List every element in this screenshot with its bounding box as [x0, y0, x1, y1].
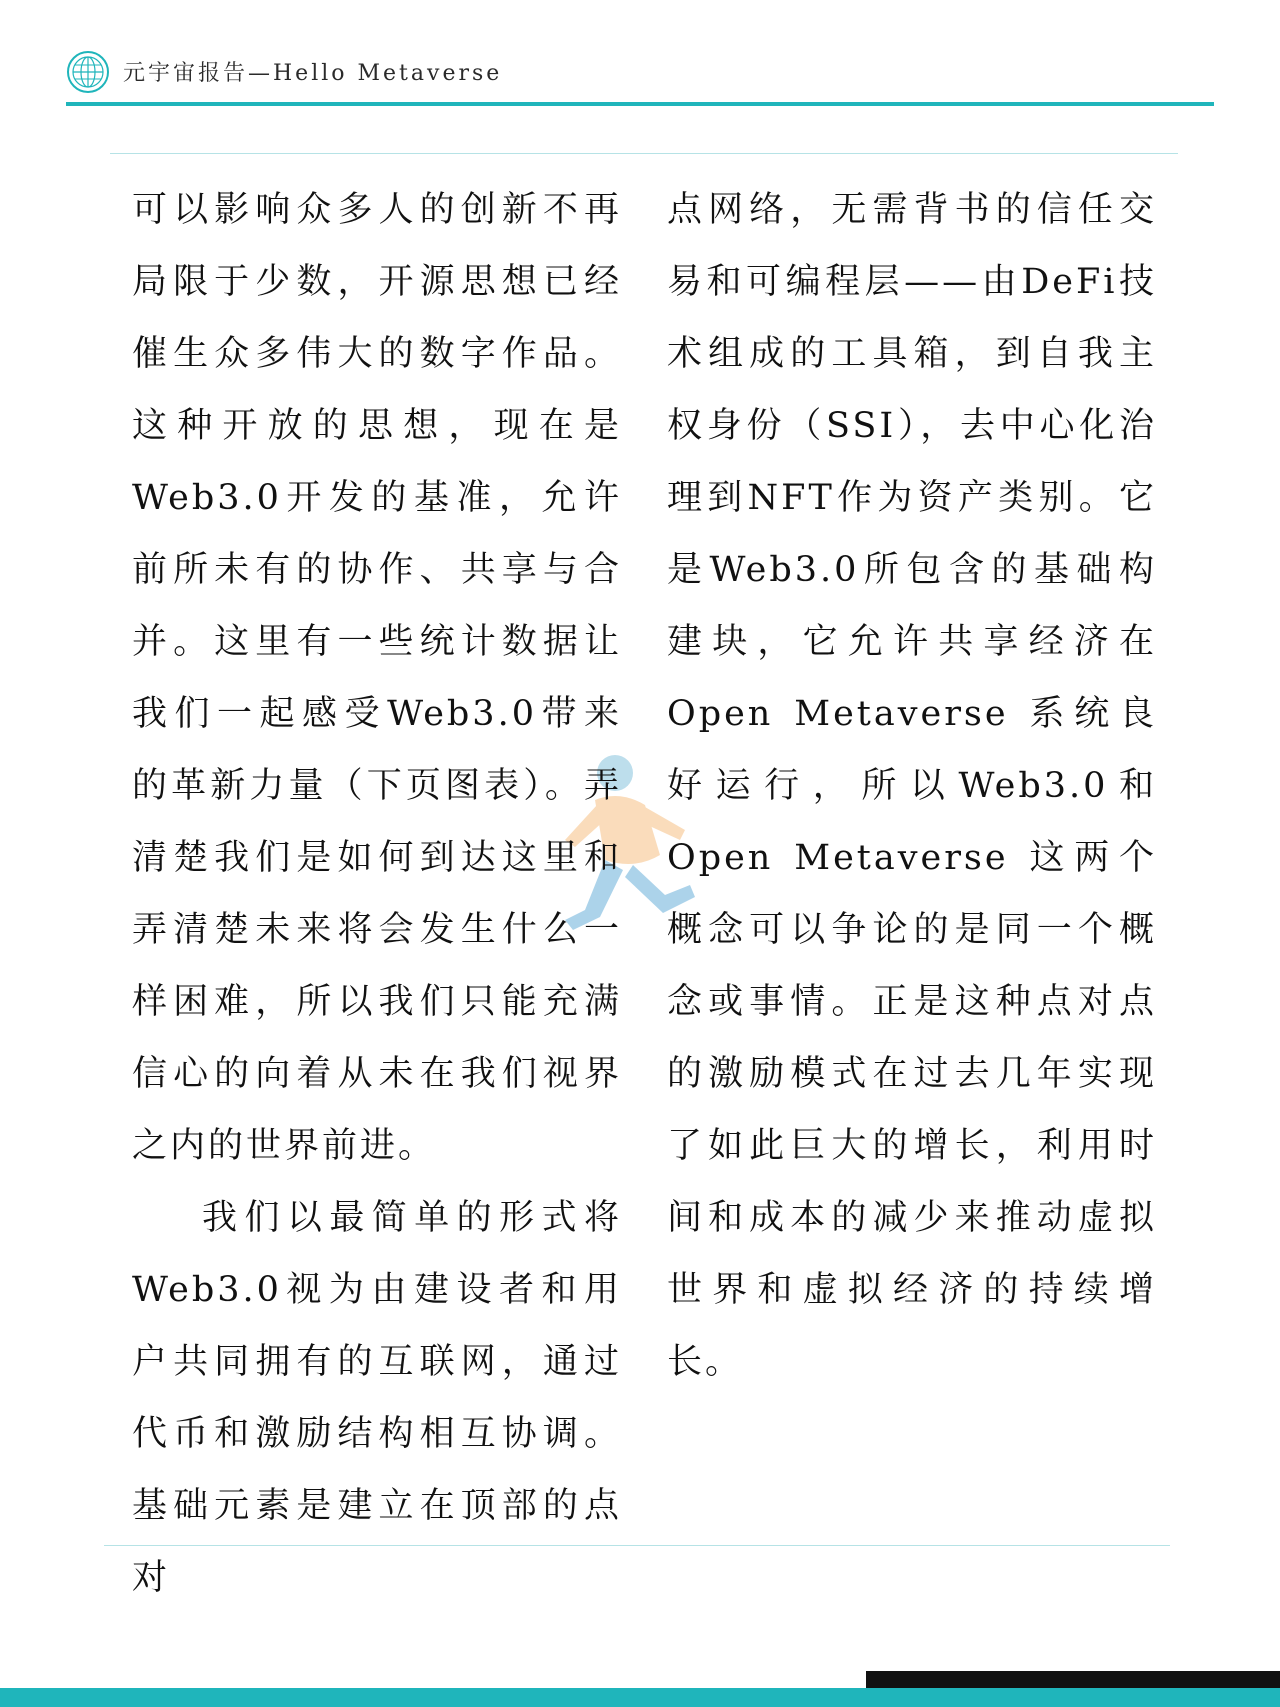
left-text-column: [132, 174, 622, 1614]
footer-accent-bar: [0, 1688, 1280, 1707]
body-paragraph: 我们以最简单的形式将Web3.0视为由建设者和用户共同拥有的互联网，通过代币和激励结构相互协调。基础元素是建立在顶部的点对: [132, 1198, 622, 1598]
body-paragraph: 点网络，无需背书的信任交易和可编程层——由DeFi技术组成的工具箱，到自我主权身份（SSI），去中心化治理到NFT作为资产类别。它是Web3.0所包含的基础构建块，它允许共享经济在Open Metaverse 系统良好运行，所以Web3.0和 Open Metaverse 这两个概念可以争论的是同一个概念或事情。正是这种点对点的激励模式在过去几年实现了如此巨大的增长，利用时间和成本的减少来推动虚拟世界和虚拟经济的持续增长。: [667, 190, 1157, 1382]
content-frame-bottom-rule: [104, 1545, 1170, 1546]
body-paragraph: 可以影响众多人的创新不再局限于少数，开源思想已经催生众多伟大的数字作品。这种开放的思想，现在是Web3.0开发的基准，允许前所未有的协作、共享与合并。这里有一些统计数据让我们一起感受Web3.0带来的革新力量（下页图表）。弄清楚我们是如何到达这里和弄清楚未来将会发生什么一样困难，所以我们只能充满信心的向着从未在我们视界之内的世界前进。: [132, 190, 622, 1166]
header-title: 元宇宙报告—Hello Metaverse: [123, 61, 503, 86]
content-frame-top-rule: [110, 153, 1178, 154]
right-text-column: [667, 174, 1157, 1398]
footer-black-bar: [866, 1671, 1280, 1688]
globe-logo-icon: [66, 50, 110, 94]
header-divider: [66, 102, 1214, 106]
